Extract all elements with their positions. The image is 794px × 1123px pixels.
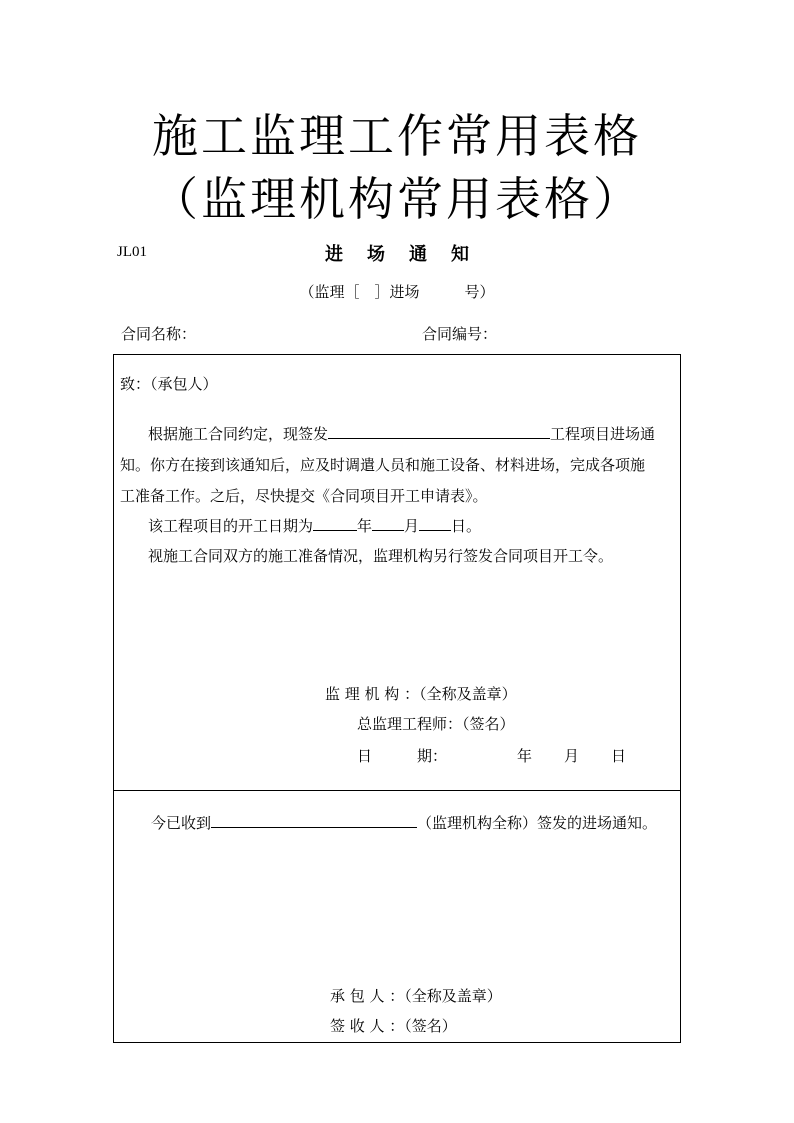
day-blank [419,512,451,531]
org-name-blank [211,809,417,828]
form-number: （监理［ ］进场 号） [299,283,495,301]
contract-number-label: 合同编号： [422,325,498,343]
document-title: 施工监理工作常用表格 [152,109,642,163]
receiver-signature: 签 收 人 ：（签名） [330,1017,457,1035]
form-title: 进场通知 [325,244,493,265]
recipient-line: 致：（承包人） [120,375,218,393]
contractor-signature: 承 包 人 ：（全称及盖章） [330,987,502,1005]
sign-date-month: 月 [564,747,580,765]
notice-paragraph-1-line-2: 知。你方在接到该通知后，应及时调遣人员和施工设备、材料进场，完成各项施 [120,456,646,474]
chief-engineer-signature: 总监理工程师：（签名） [357,715,515,733]
document-subtitle: （监理机构常用表格） [152,172,642,226]
sign-date-year: 年 [517,747,533,765]
contract-name-label: 合同名称： [121,325,197,343]
start-date-line: 该工程项目的开工日期为 年 月 日。 [148,511,481,541]
notice-paragraph-1-line-3: 工准备工作。之后，尽快提交《合同项目开工申请表》。 [120,487,488,505]
project-name-blank [328,420,550,439]
supervision-org-signature: 监 理 机 构 ：（全称及盖章） [325,685,517,703]
month-blank [372,512,404,531]
notice-paragraph-3: 视施工合同双方的施工准备情况，监理机构另行签发合同项目开工令。 [148,547,614,565]
sign-date-label: 日 期： [357,747,448,765]
receipt-statement: 今已收到 （监理机构全称）签发的进场通知。 [151,808,657,838]
sign-date-day: 日 [611,747,627,765]
form-code: JL01 [117,244,147,260]
notice-paragraph-1-line-1: 根据施工合同约定，现签发 工程项目进场通 [148,419,655,449]
year-blank [313,512,357,531]
